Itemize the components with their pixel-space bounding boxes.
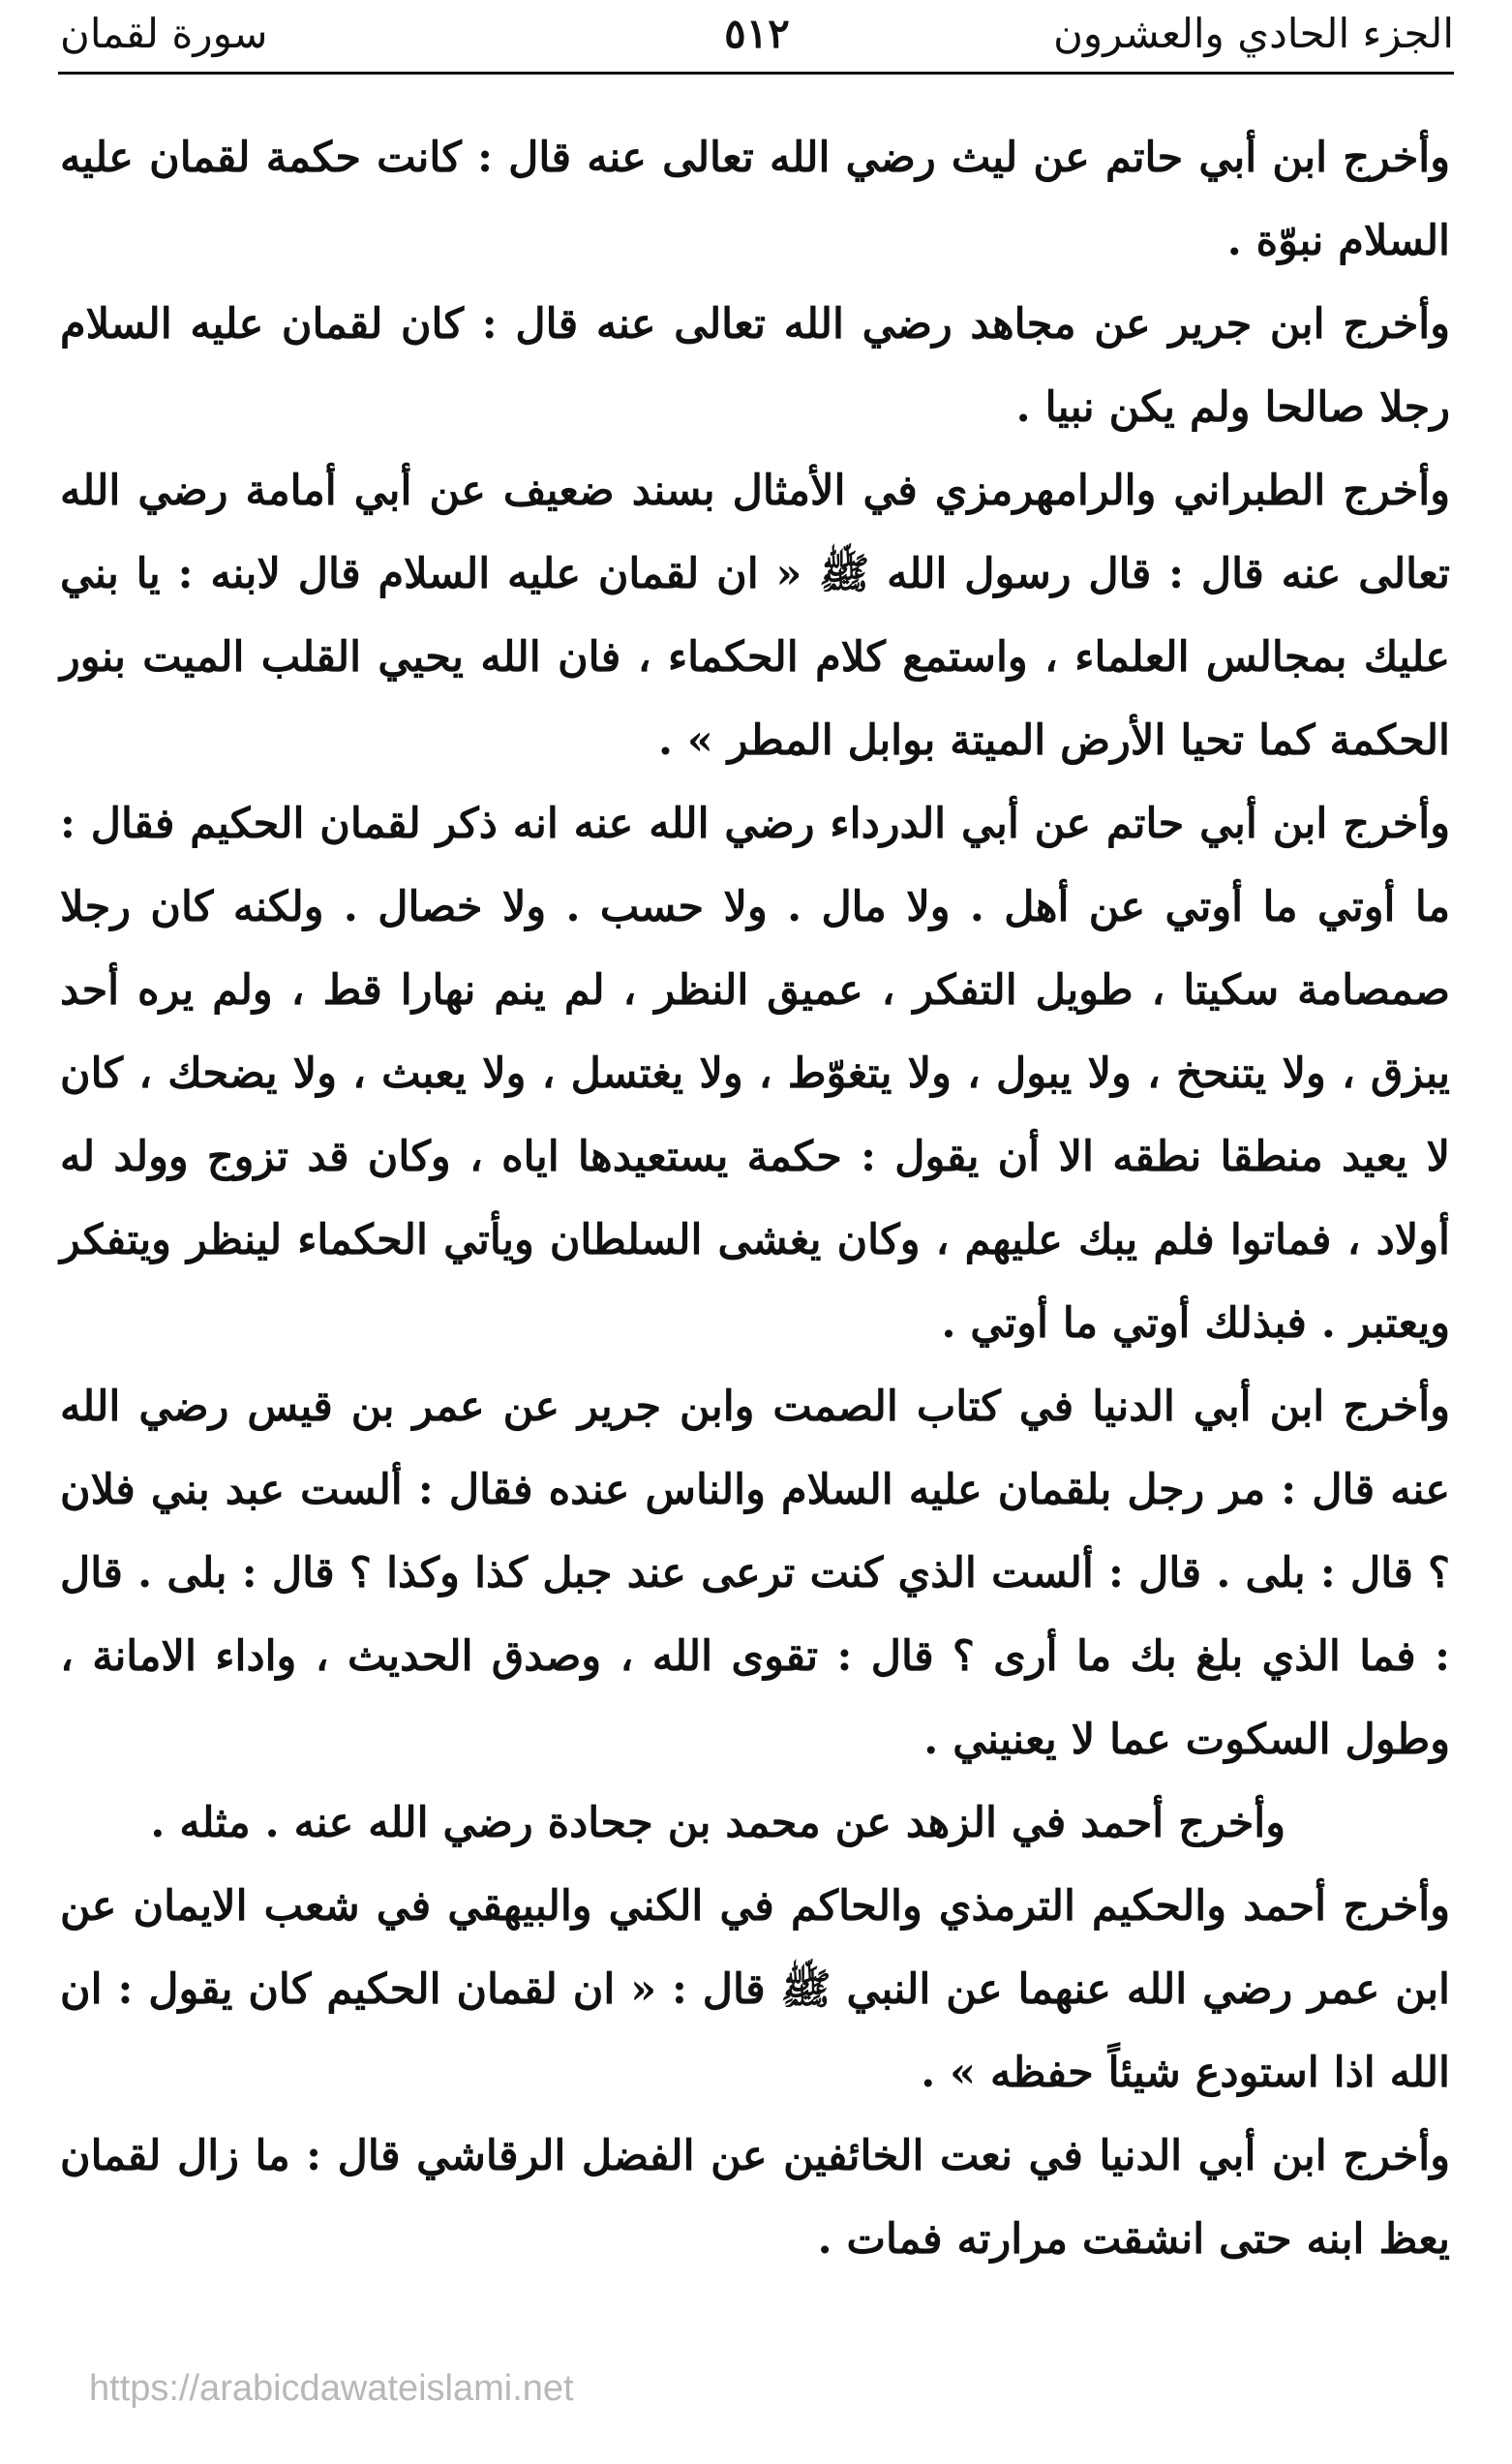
paragraph-1: وأخرج ابن أبي حاتم عن ليث رضي الله تعالى عنه قال : كانت حكمة لقمان عليه السلام نبوّة . [60, 134, 1450, 265]
page-number: ٥١٢ [724, 10, 790, 57]
page-body [60, 116, 1450, 2281]
watermark-url: https://arabicdawateislami.net [89, 2368, 574, 2409]
paragraph-5: وأخرج ابن أبي الدنيا في كتاب الصمت وابن جرير عن عمر بن قيس رضي الله عنه قال : مر رجل بلقمان عليه السلام والناس عنده فقال : ألست عبد بني فلان ؟ قال : بلى . قال : ألست الذي كنت ترعى عند جبل كذا وكذا ؟ قال : بلى . قال : فما الذي بلغ بك ما أرى ؟ قال : تقوى الله ، وصدق الحديث ، واداء الامانة ، وطول السكوت عما لا يعنيني . [60, 1383, 1450, 1764]
paragraph-7: وأخرج أحمد والحكيم الترمذي والحاكم في الكني والبيهقي في شعب الايمان عن ابن عمر رضي الله عنهما عن النبي ﷺ قال : « ان لقمان الحكيم كان يقول : ان الله اذا استودع شيئاً حفظه » . [60, 1882, 1450, 2097]
paragraph-8: وأخرج ابن أبي الدنيا في نعت الخائفين عن الفضل الرقاشي قال : ما زال لقمان يعظ ابنه حتى انشقت مرارته فمات . [60, 2132, 1450, 2264]
paragraph-2: وأخرج ابن جرير عن مجاهد رضي الله تعالى عنه قال : كان لقمان عليه السلام رجلا صالحا ولم يكن نبيا . [60, 300, 1450, 432]
surah-title: سورة لقمان [60, 10, 268, 57]
running-header [60, 4, 1454, 64]
paragraph-6: وأخرج أحمد في الزهد عن محمد بن جحادة رضي الله عنه . مثله . [150, 1799, 1285, 1847]
paragraph-3: وأخرج الطبراني والرامهرمزي في الأمثال بسند ضعيف عن أبي أمامة رضي الله تعالى عنه قال : قال رسول الله ﷺ « ان لقمان عليه السلام قال لابنه : يا بني عليك بمجالس العلماء ، واستمع كلام الحكماء ، فان الله يحيي القلب الميت بنور الحكمة كما تحيا الأرض الميتة بوابل المطر » . [60, 467, 1450, 765]
paragraph-4: وأخرج ابن أبي حاتم عن أبي الدرداء رضي الله عنه انه ذكر لقمان الحكيم فقال : ما أوتي ما أوتي عن أهل . ولا مال . ولا حسب . ولا خصال . ولكنه كان رجلا صمصامة سكيتا ، طويل التفكر ، عميق النظر ، لم ينم نهارا قط ، ولم يره أحد يبزق ، ولا يتنحخ ، ولا يبول ، ولا يتغوّط ، ولا يغتسل ، ولا يعبث ، ولا يضحك ، كان لا يعيد منطقا نطقه الا أن يقول : حكمة يستعيدها اياه ، وكان قد تزوج وولد له أولاد ، فماتوا فلم يبك عليهم ، وكان يغشى السلطان ويأتي الحكماء لينظر ويتفكر ويعتبر . فبذلك أوتي ما أوتي . [60, 800, 1451, 1348]
part-title: الجزء الحادي والعشرون [1053, 10, 1454, 57]
header-divider [58, 72, 1454, 75]
